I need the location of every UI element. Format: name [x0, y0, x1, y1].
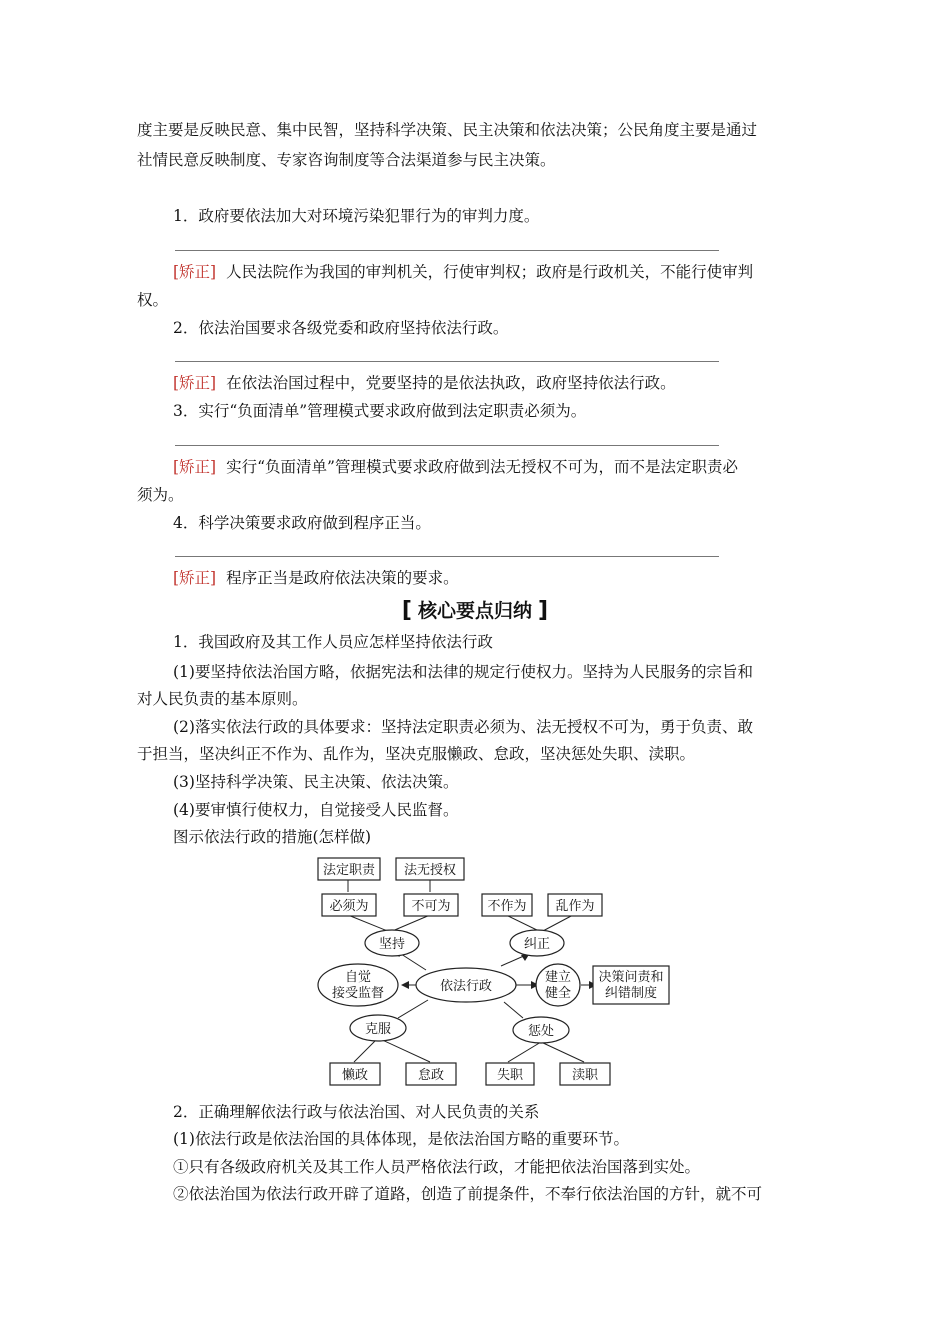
label-daizheng: 怠政 — [417, 1068, 445, 1083]
section2-c2: ②依法治国为依法行政开辟了道路，创造了前提条件，不奉行依法治国的方针，就不可 — [173, 1185, 763, 1203]
section2-c1: ①只有各级政府机关及其工作人员严格依法行政，才能把依法治国落到实处。 — [173, 1158, 701, 1176]
correction-text: 实行“负面清单”管理模式要求政府做到法无授权不可为，而不是法定职责必 — [226, 458, 738, 476]
label-jianli-1: 建立 — [544, 970, 572, 985]
label-jianli-2: 健全 — [544, 986, 572, 1001]
label-fading: 法定职责 — [322, 863, 376, 878]
point-1b: 对人民负责的基本原则。 — [137, 690, 308, 708]
label-center: 依法行政 — [439, 979, 493, 994]
label-jiuzheng: 纠正 — [523, 937, 551, 952]
question-2: 2．依法治国要求各级党委和政府坚持依法行政。 — [173, 319, 509, 337]
intro-line-2: 社情民意反映制度、专家咨询制度等合法渠道参与民主决策。 — [137, 151, 556, 169]
correction-tag: [矫正] — [173, 374, 217, 392]
label-zijue-1: 自觉 — [344, 970, 372, 985]
section-heading — [0, 598, 950, 624]
question-1: 1．政府要依法加大对环境污染犯罪行为的审判力度。 — [173, 207, 540, 225]
label-juece-1: 决策问责和 — [598, 970, 664, 985]
correction-4 — [173, 568, 459, 588]
label-juece-2: 纠错制度 — [604, 986, 658, 1001]
diagram-caption: 图示依法行政的措施(怎样做) — [173, 828, 372, 846]
correction-tag: [矫正] — [173, 569, 217, 587]
correction-3 — [173, 457, 738, 477]
point-1a: (1)要坚持依法治国方略，依据宪法和法律的规定行使权力。坚持为人民服务的宗旨和 — [173, 663, 753, 681]
section1-title: 1．我国政府及其工作人员应怎样坚持依法行政 — [173, 633, 493, 651]
label-lanzheng: 懒政 — [341, 1068, 369, 1083]
intro-line-1: 度主要是反映民意、集中民智，坚持科学决策、民主决策和依法决策；公民角度主要是通过 — [137, 121, 758, 139]
answer-line-2 — [175, 361, 719, 362]
answer-line-1 — [175, 250, 719, 251]
label-bixu: 必须为 — [329, 899, 369, 914]
label-zijue-2: 接受监督 — [331, 986, 385, 1001]
correction-tag: [矫正] — [173, 458, 217, 476]
correction-1 — [173, 262, 753, 282]
label-shizhi: 失职 — [496, 1068, 524, 1083]
point-2a: (2)落实依法行政的具体要求：坚持法定职责必须为、法无授权不可为，勇于负责、敢 — [173, 718, 753, 736]
correction-2 — [173, 373, 676, 393]
label-fawu: 法无授权 — [403, 863, 457, 878]
point-3: (3)坚持科学决策、民主决策、依法决策。 — [173, 773, 459, 791]
correction-text: 程序正当是政府依法决策的要求。 — [226, 569, 459, 587]
answer-line-4 — [175, 556, 719, 557]
answer-line-3 — [175, 445, 719, 446]
correction-1-cont: 权。 — [137, 291, 169, 309]
heading-text: 核心要点归纳 — [417, 600, 532, 622]
section2-title: 2．正确理解依法行政与依法治国、对人民负责的关系 — [173, 1103, 540, 1121]
heading-bracket-left: [ — [401, 598, 412, 623]
label-kefu: 克服 — [364, 1022, 392, 1037]
label-buke: 不可为 — [411, 899, 451, 914]
measures-diagram — [308, 852, 688, 1092]
label-luanzuowei: 乱作为 — [555, 899, 595, 914]
section2-p1: (1)依法行政是依法治国的具体体现，是依法治国方略的重要环节。 — [173, 1130, 629, 1148]
label-chengchu: 惩处 — [527, 1024, 555, 1039]
point-4: (4)要审慎行使权力，自觉接受人民监督。 — [173, 801, 459, 819]
question-3: 3．实行“负面清单”管理模式要求政府做到法定职责必须为。 — [173, 402, 587, 420]
point-2b: 于担当，坚决纠正不作为、乱作为，坚决克服懒政、怠政，坚决惩处失职、渎职。 — [137, 745, 696, 763]
correction-3-cont: 须为。 — [137, 486, 184, 504]
label-buzuowei: 不作为 — [487, 899, 527, 914]
label-duzhi: 渎职 — [571, 1068, 599, 1083]
label-jianchi: 坚持 — [378, 937, 406, 952]
correction-tag: [矫正] — [173, 263, 217, 281]
question-4: 4．科学决策要求政府做到程序正当。 — [173, 514, 431, 532]
correction-text: 在依法治国过程中，党要坚持的是依法执政，政府坚持依法行政。 — [226, 374, 676, 392]
heading-bracket-right: ] — [538, 598, 549, 623]
correction-text: 人民法院作为我国的审判机关，行使审判权；政府是行政机关，不能行使审判 — [226, 263, 754, 281]
